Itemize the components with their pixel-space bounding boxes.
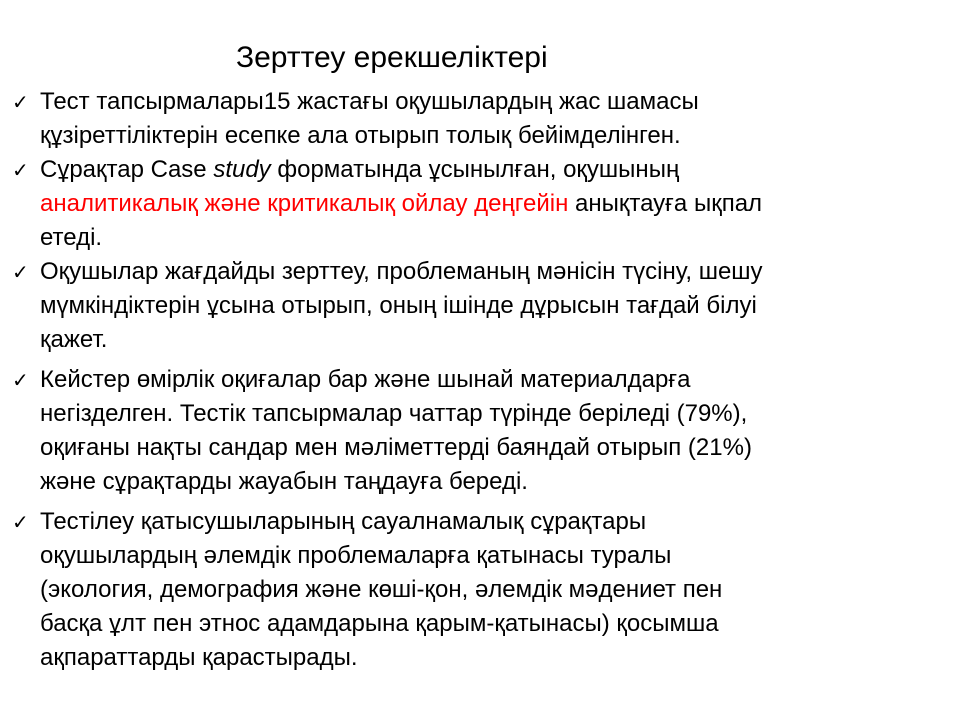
bullet-3-line-2: мүмкіндіктерін ұсына отырып, оның ішінде дұрысын тағдай білуі <box>40 292 757 319</box>
checkmark-icon: ✓ <box>12 158 29 182</box>
bullet-4-line-2: негізделген. Тестік тапсырмалар чаттар түрінде беріледі (79%), <box>40 400 748 427</box>
bullet-4-line-1: Кейстер өмірлік оқиғалар бар және шынай материалдарға <box>40 366 691 393</box>
bullet-5-line-1: Тестілеу қатысушыларының сауалнамалық сұрақтары <box>40 508 647 535</box>
bullet-2-line-2 <box>40 188 762 220</box>
bullet-3-line-1: Оқушылар жағдайды зерттеу, проблеманың мәнісін түсіну, шешу <box>40 258 763 285</box>
bullet-5-line-2: оқушылардың әлемдік проблемаларға қатынасы туралы <box>40 542 672 569</box>
bullet-1-line-2: құзіреттіліктерін есепке ала отырып толық бейімделінген. <box>40 122 681 149</box>
bullet-4-line-4: және сұрақтарды жауабын таңдауға береді. <box>40 468 528 495</box>
bullet-2-line-1 <box>40 154 679 186</box>
bullet-2-line-3: етеді. <box>40 224 103 251</box>
bullet-2-text-before: Сұрақтар Case <box>40 156 214 183</box>
checkmark-icon: ✓ <box>12 260 29 284</box>
slide-title: Зерттеу ерекшеліктері <box>236 41 548 74</box>
bullet-4-line-3: оқиғаны нақты сандар мен мәліметтерді баяндай отырып (21%) <box>40 434 752 461</box>
bullet-5-line-4: басқа ұлт пен этнос адамдарына қарым-қатынасы) қосымша <box>40 610 719 637</box>
bullet-5-line-3: (экология, демография және көші-қон, әлемдік мәдениет пен <box>40 576 723 603</box>
bullet-2-highlight: аналитикалық және критикалық ойлау деңгейін <box>40 190 569 217</box>
bullet-3-line-3: қажет. <box>40 326 108 353</box>
bullet-1-line-1: Тест тапсырмалары15 жастағы оқушылардың жас шамасы <box>40 88 699 115</box>
bullet-2-line-2-after: анықтауға ықпал <box>568 190 763 217</box>
checkmark-icon: ✓ <box>12 368 29 392</box>
bullet-2-italic-term: study <box>213 156 271 183</box>
checkmark-icon: ✓ <box>12 510 29 534</box>
bullet-2-text-after: форматында ұсынылған, оқушының <box>270 156 680 183</box>
bullet-5-line-5: ақпараттарды қарастырады. <box>40 644 358 671</box>
checkmark-icon: ✓ <box>12 90 29 114</box>
